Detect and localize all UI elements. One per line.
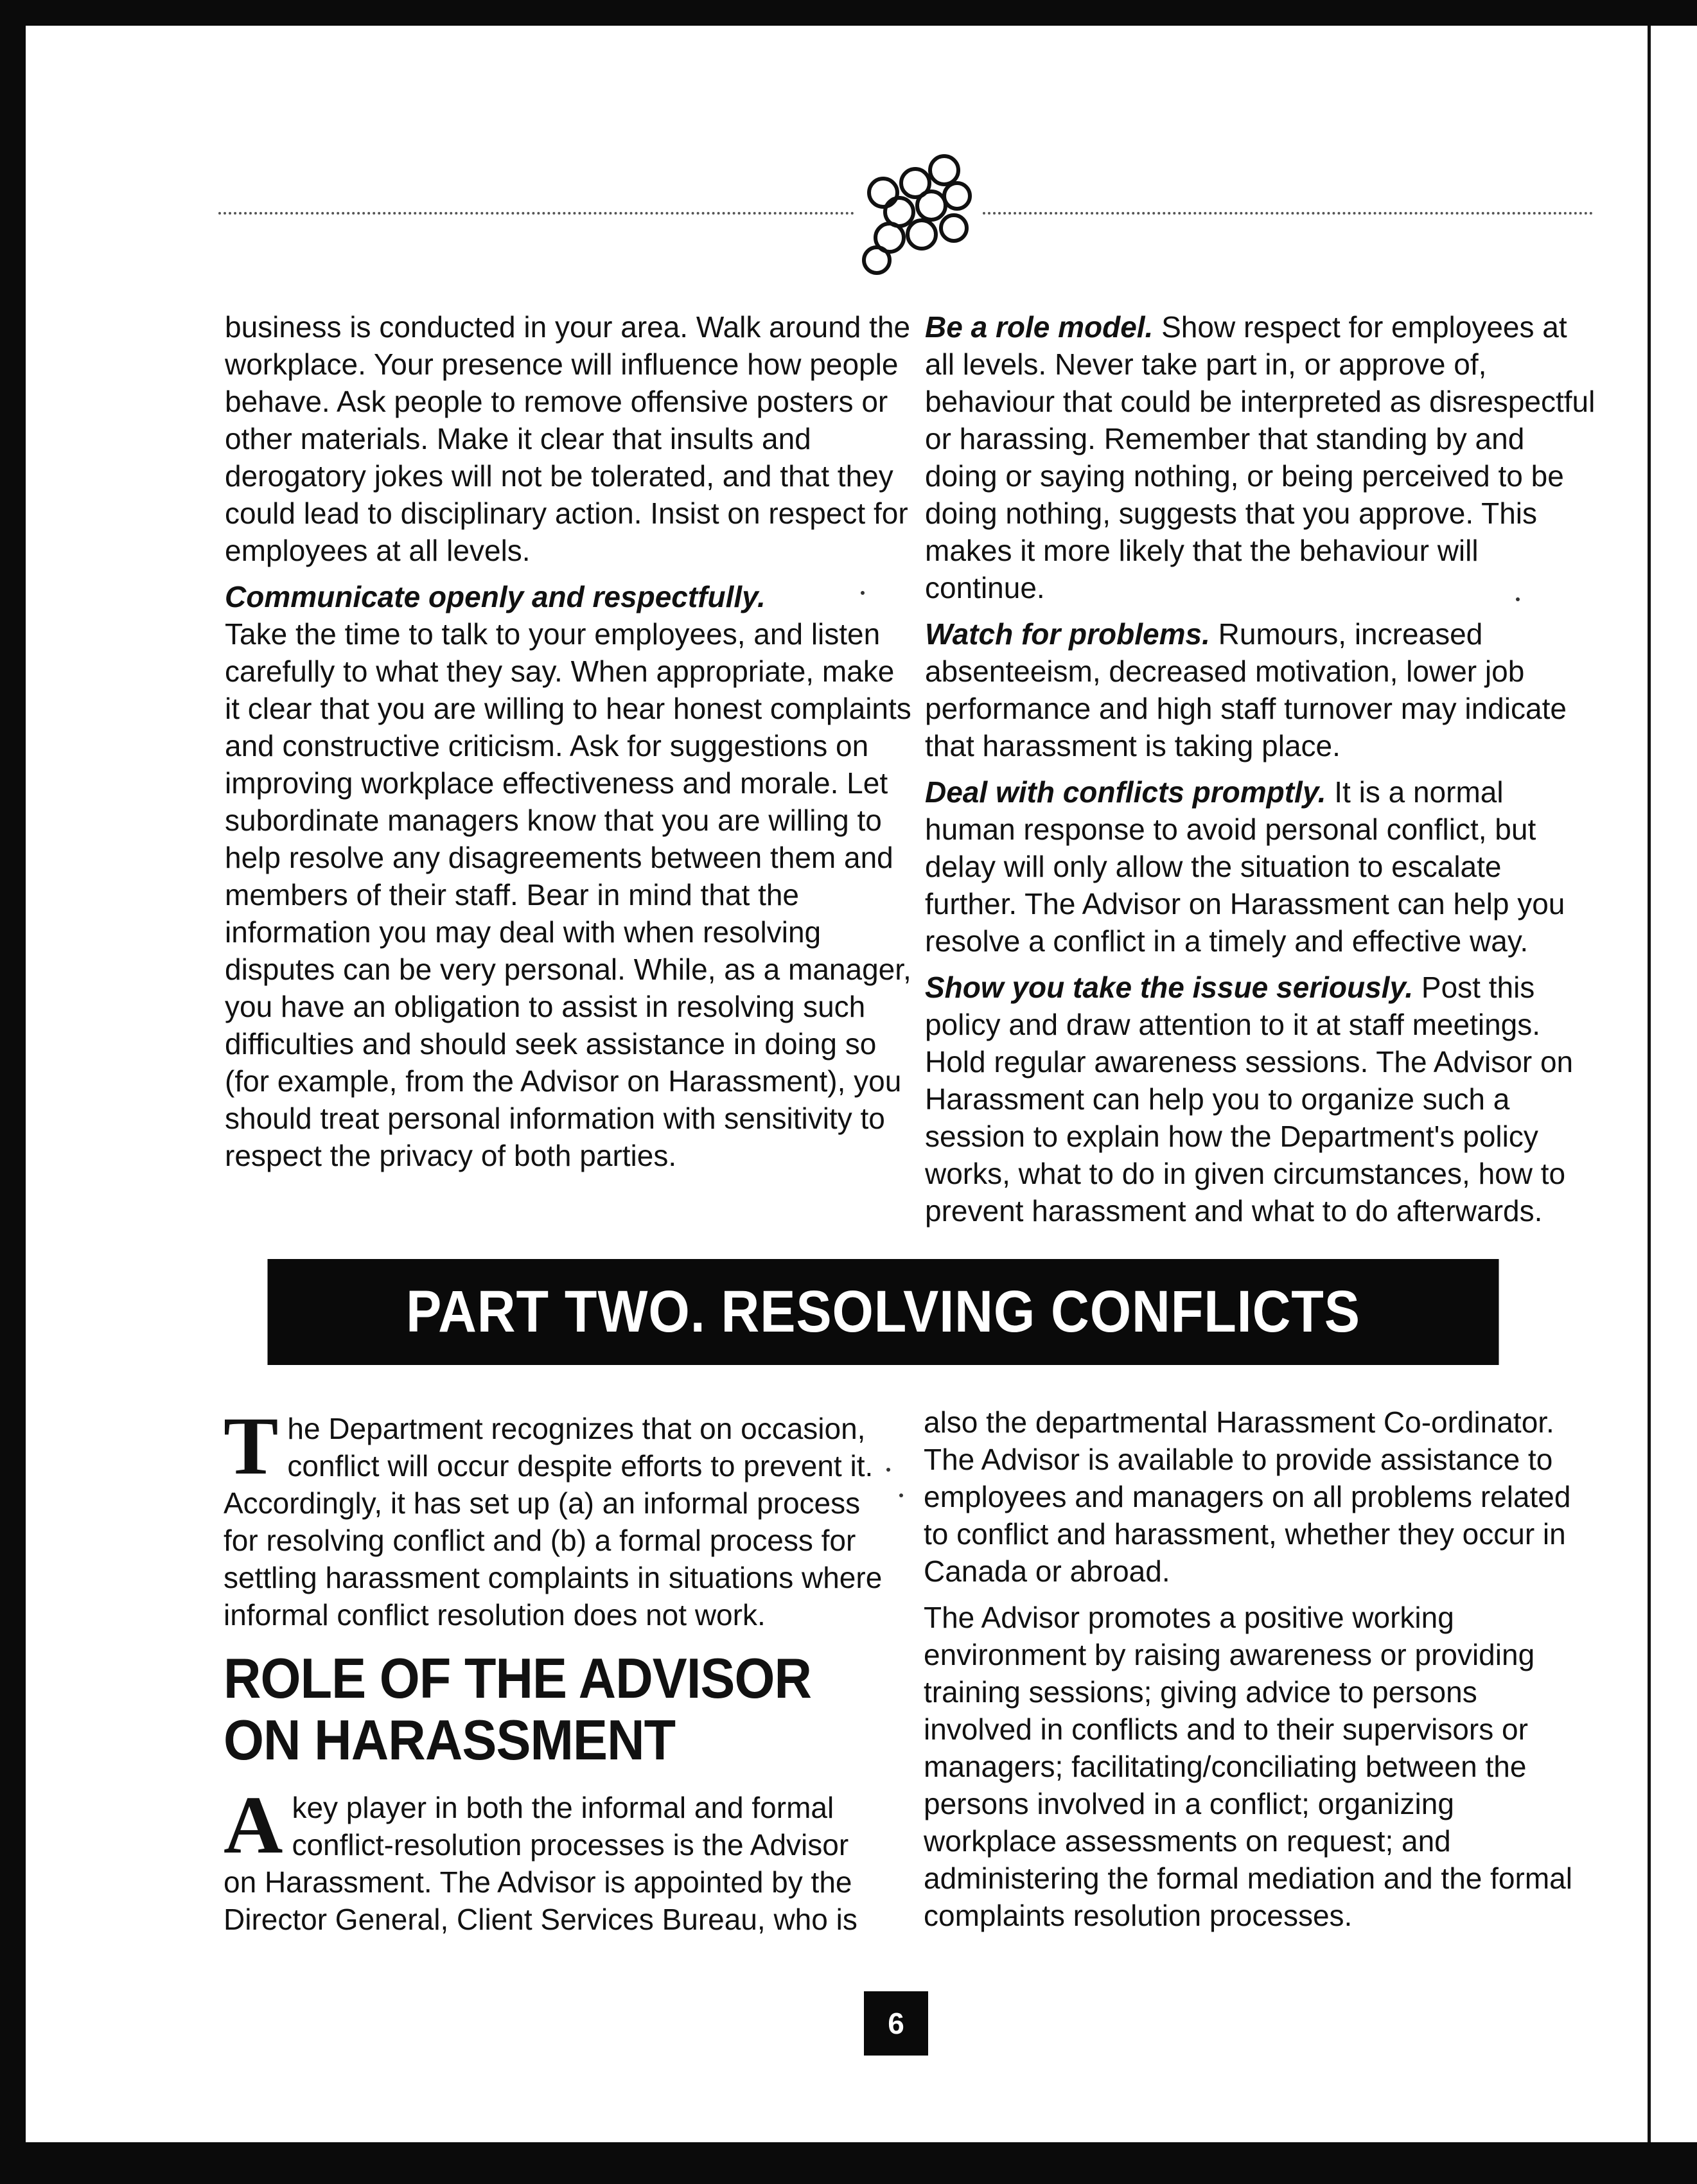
paragraph [925,969,1599,1229]
dotted-rule-right [983,212,1593,215]
role-paragraph [224,1779,885,1938]
scan-speck [899,1493,903,1497]
drop-cap: A [224,1779,283,1871]
section-heading: ROLE OF THE ADVISOR ON HARASSMENT [224,1646,812,1772]
paragraph: also the departmental Harassment Co-ordinator. The Advisor is available to provide assistance to employees and managers on all problems related to conflict and harassment, whether they occur in Canada or abroad. [924,1405,1571,1588]
paragraph-lead: Be a role model. [925,310,1154,344]
paragraph [225,578,912,1174]
paragraph-body: It is a normal human response to avoid personal conflict, but delay will only allow the situation to escalate further. The Advisor on Harassment can help you resolve a conflict in a timely and effective way. [925,775,1565,958]
right-column-lower [924,1404,1572,1943]
page-number: 6 [864,1991,928,2056]
drop-cap: T [224,1400,279,1492]
linked-rings-ornament-icon [838,148,999,289]
paragraph [925,773,1599,960]
scan-speck [1516,597,1520,601]
dotted-rule-left [218,212,854,215]
paragraph-lead: Show you take the issue seriously. [925,971,1414,1004]
intro-paragraph [224,1400,885,1634]
paragraph-lead: Watch for problems. [925,617,1210,651]
paragraph [925,615,1599,764]
binding-edge [1648,26,1697,2142]
scan-speck [886,1468,890,1472]
left-column-upper [225,308,912,1183]
paragraph: business is conducted in your area. Walk around the workplace. Your presence will influence how people behave. Ask people to remove offensive posters or other materials. Make it clear that insults and derogatory jokes will not be tolerated, and that they could lead to disciplinary action. Insist on respect for employees at all levels. [225,310,911,567]
paragraph-lead: Communicate openly and respectfully. [225,580,766,613]
paragraph-lead: Deal with conflicts promptly. [925,775,1326,809]
paragraph-body: Post this policy and draw attention to it at staff meetings. Hold regular awareness sessions. The Advisor on Harassment can help you to organize such a session to explain how the Department's policy works, what to do in given circumstances, how to prevent harassment and what to do afterwards. [925,971,1574,1228]
paragraph-body: Show respect for employees at all levels. Never take part in, or approve of, behaviour that could be interpreted as disrespectful or harassing. Remember that standing by and doing or saying nothing, or being perceived to be doing nothing, suggests that you approve. This makes it more likely that the behaviour will continue. [925,310,1596,604]
left-column-lower [224,1400,885,1947]
paragraph: The Advisor promotes a positive working environment by raising awareness or providing training sessions; giving advice to persons involved in conflicts and to their supervisors or managers; facilitating/conciliating between the persons involved in a conflict; organizing workplace assessments on request; and administering the formal mediation and the formal complaints resolution processes. [924,1601,1572,1932]
paragraph [925,308,1599,606]
paragraph-body: key player in both the informal and formal conflict-resolution processes is the Advisor on Harassment. The Advisor is appointed by the Director General, Client Services Bureau, who is [224,1791,857,1936]
paragraph-body: he Department recognizes that on occasion, conflict will occur despite efforts to prevent it. Accordingly, it has set up (a) an informal process for resolving conflict and (b) a formal process for settling harassment complaints in situations where informal conflict resolution does not work. [224,1412,883,1632]
right-column-upper [925,308,1599,1238]
paragraph-body: Rumours, increased absenteeism, decreased motivation, lower job performance and high staff turnover may indicate that harassment is taking place. [925,617,1567,762]
paragraph-body: Take the time to talk to your employees, and listen carefully to what they say. When appropriate, make it clear that you are willing to hear honest complaints and constructive criticism. Ask for suggestions on improving workplace effectiveness and morale. Let subordinate managers know that you are willing to help resolve any disagreements between them and members of their staff. Bear in mind that the information you may deal with when resolving disputes can be very personal. While, as a manager, you have an obligation to assist in resolving such difficulties and should seek assistance in doing so (for example, from the Advisor on Harassment), you should treat personal information with sensitivity to respect the privacy of both parties. [225,617,911,1172]
scan-speck [861,591,865,595]
section-banner: PART TWO. RESOLVING CONFLICTS [268,1259,1499,1365]
